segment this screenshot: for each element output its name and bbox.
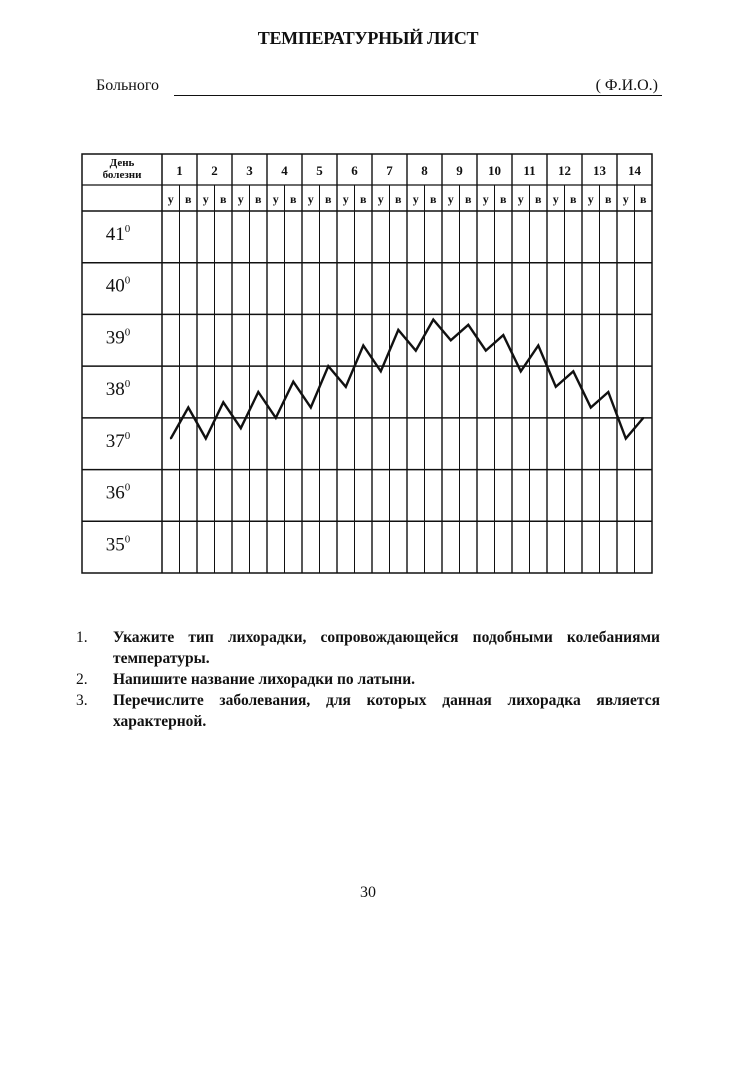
question-number: 2. [76,671,88,688]
temperature-tick-label: $37^0$ [105,429,131,452]
period-label: в [290,192,297,206]
period-label: в [255,192,262,206]
temperature-tick-label: $38^0$ [105,378,131,401]
question-text: Напишите название лихорадки по латыни. [113,671,416,688]
day-label: 12 [558,163,571,178]
period-label: у [552,192,559,206]
temperature-point [345,386,347,388]
day-label: 14 [628,163,641,178]
temperature-point [170,438,172,440]
day-label: 7 [386,163,393,178]
period-label: в [360,192,367,206]
chart-frame [82,154,652,573]
period-label: в [430,192,437,206]
temperature-point [397,329,399,331]
temperature-point [205,438,207,440]
temperature-point [485,350,487,352]
patient-fio-note: ( Ф.И.О.) [595,77,658,94]
temperature-point [240,427,242,429]
day-label: 11 [523,163,536,178]
temperature-tick-label: $36^0$ [105,481,131,504]
period-label: у [412,192,419,206]
period-label: в [605,192,612,206]
header-label: День [109,157,135,169]
question-number: 3. [76,692,88,709]
temperature-point [310,407,312,409]
day-label: 10 [488,163,501,178]
period-label: в [395,192,402,206]
day-label: 1 [176,163,183,178]
temperature-point [292,381,294,383]
temperature-point [502,334,504,336]
question-item [76,669,660,690]
day-label: 5 [316,163,323,178]
period-label: в [185,192,192,206]
question-number: 1. [76,629,88,646]
day-label: 4 [281,163,288,178]
temperature-tick-label: $40^0$ [105,274,131,297]
period-label: у [622,192,629,206]
period-label: в [640,192,647,206]
period-label: у [377,192,384,206]
temperature-point [222,401,224,403]
questions-list [76,627,660,732]
temperature-point [520,370,522,372]
temperature-point [187,407,189,409]
header-label: болезни [102,169,142,181]
temperature-point [607,391,609,393]
period-label: у [482,192,489,206]
temperature-tick-label: $35^0$ [105,533,131,556]
day-label: 13 [593,163,606,178]
period-label: у [517,192,524,206]
period-label: у [447,192,454,206]
temperature-point [362,345,364,347]
period-label: у [272,192,279,206]
period-label: в [570,192,577,206]
temperature-point [555,386,557,388]
temperature-point [380,370,382,372]
day-label: 2 [211,163,218,178]
period-label: у [167,192,174,206]
temperature-point [257,391,259,393]
temperature-point [415,350,417,352]
temperature-point [275,417,277,419]
patient-label: Больного [96,77,159,94]
temperature-point [625,438,627,440]
temperature-point [467,324,469,326]
question-text: Укажите тип лихорадки, сопровождающейся подобными колебаниями температуры. [113,629,660,667]
day-label: 6 [351,163,358,178]
temperature-tick-label: $39^0$ [105,326,131,349]
temperature-point [537,345,539,347]
period-label: в [500,192,507,206]
temperature-point [450,339,452,341]
temperature-point [327,365,329,367]
question-item [76,627,660,669]
page-title: ТЕМПЕРАТУРНЫЙ ЛИСТ [257,28,479,48]
temperature-point [572,370,574,372]
period-label: у [237,192,244,206]
period-label: у [587,192,594,206]
day-label: 9 [456,163,463,178]
day-label: 8 [421,163,428,178]
temperature-tick-label: $41^0$ [105,223,131,245]
period-label: в [465,192,472,206]
page-number: 30 [360,884,376,901]
temperature-point [590,407,592,409]
period-label: в [220,192,227,206]
period-label: у [342,192,349,206]
temperature-point [432,319,434,321]
day-label: 3 [246,163,253,178]
question-item [76,690,660,732]
period-label: у [202,192,209,206]
period-label: в [535,192,542,206]
question-text: Перечислите заболевания, для которых данная лихорадка является характерной. [113,692,660,730]
temperature-point [642,417,644,419]
period-label: у [307,192,314,206]
period-label: в [325,192,332,206]
